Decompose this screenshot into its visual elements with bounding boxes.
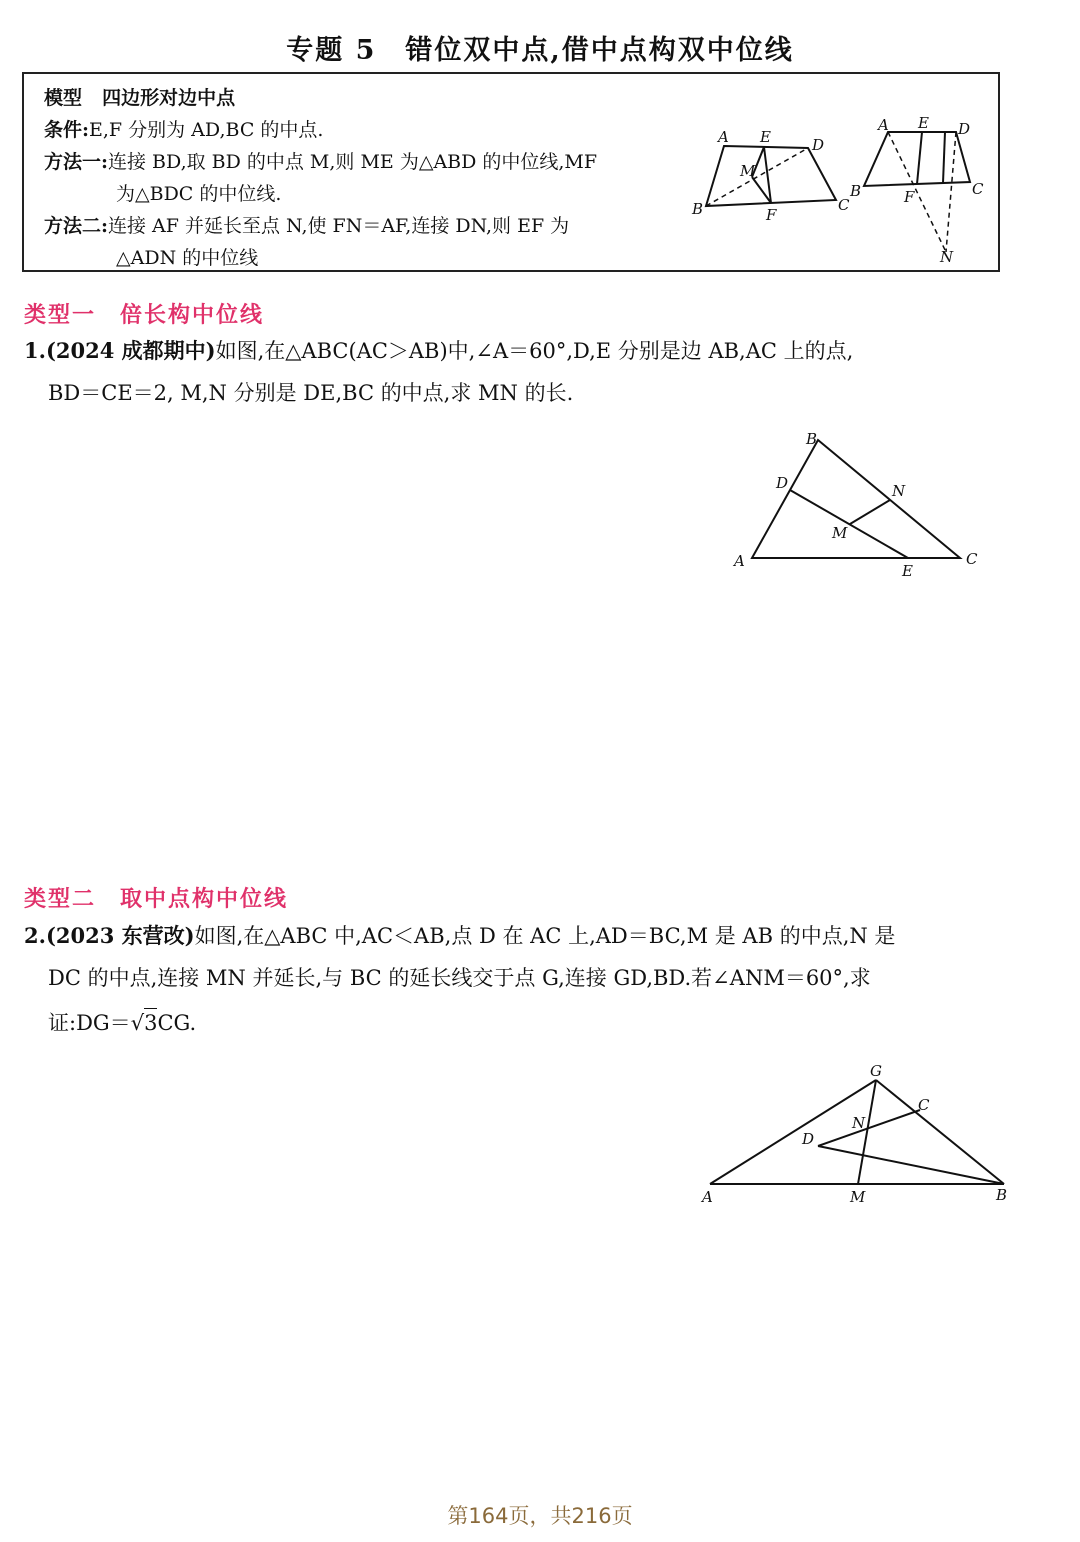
label-f-2: F [904,188,915,206]
segment-mn [850,500,890,524]
segment-dn [946,132,956,252]
model-heading [44,82,235,114]
label-b-p1: B [806,430,818,448]
problem-1-source: (2024 成都期中) [45,338,216,363]
method1-line2: 为△BDC 的中位线. [116,183,282,205]
label-c-p2: C [918,1096,930,1114]
model-heading-text: 四边形对边中点 [102,87,236,109]
segment-ef-2 [917,132,922,184]
method1-label: 方法一: [44,151,109,173]
segment-an [888,132,946,252]
problem-2-source: (2023 东营改) [45,923,195,948]
problem-1-line2: BD＝CE＝2, M,N 分别是 DE,BC 的中点,求 MN 的长. [48,381,574,405]
segment-db [818,1146,1004,1184]
label-a-2: A [878,116,889,134]
problem-2-line3 [48,1002,196,1044]
label-n-p1: N [892,482,906,500]
sqrt-sign: √ [130,1011,145,1035]
label-b-p2: B [996,1186,1008,1204]
label-a: A [718,128,729,146]
method2-line1: 连接 AF 并延长至点 N,使 FN＝AF,连接 DN,则 EF 为 [108,215,570,237]
problem-1-figure [724,428,994,588]
label-c: C [838,196,850,214]
method1 [44,146,597,178]
problem-1-number: 1. [24,338,46,363]
problem-2-line3-pre: 证:DG＝ [48,1011,131,1035]
model-box [22,72,1000,272]
section-heading-2: 类型二 取中点构中位线 [24,887,289,912]
label-c-2: C [972,180,984,198]
model-condition [44,114,323,146]
section-heading-1: 类型一 倍长构中位线 [24,303,265,328]
triangle-abc [752,440,960,558]
label-d: D [812,136,825,154]
problem-2-text1: 如图,在△ABC 中,AC＜AB,点 D 在 AC 上,AD＝BC,M 是 AB 的中点,N 是 [194,924,896,948]
label-e-2: E [918,114,929,132]
label-b-2: B [850,182,862,200]
page-title: 专题 5 错位双中点,借中点构双中位线 [286,35,794,66]
condition-label: 条件: [44,119,90,141]
problem-2-line3-post: CG. [157,1011,197,1035]
label-n-p2: N [852,1114,866,1132]
label-d-p2: D [802,1130,815,1148]
sqrt-expression [131,1002,158,1044]
label-a-p2: A [702,1188,713,1206]
problem-2-line1 [24,915,895,957]
model-figure-1 [688,124,858,234]
problem-2-line2: DC 的中点,连接 MN 并延长,与 BC 的延长线交于点 G,连接 GD,BD.若∠ANM＝60°,求 [48,966,871,990]
condition-text: E,F 分别为 AD,BC 的中点. [89,119,324,141]
segment-gm [858,1080,876,1184]
model-heading-label: 模型 [44,87,83,109]
label-n-2: N [940,248,954,264]
problem-1-line1 [24,330,853,372]
label-e-p1: E [902,562,913,580]
problem-2-figure [694,1058,1024,1208]
label-m-p2: M [850,1188,866,1206]
page-footer: 第164页，共216页 [447,1504,633,1528]
model-figure-2 [846,112,996,264]
segment-extra [943,132,945,183]
label-b: B [692,200,704,218]
method2-line2: △ADN 的中位线 [116,247,259,269]
segment-ag [710,1080,876,1184]
segment-gb [876,1080,1004,1184]
sqrt-argument: 3 [144,1011,158,1035]
method2-label: 方法二: [44,215,109,237]
label-m-p1: M [832,524,848,542]
label-c-p1: C [966,550,978,568]
method1-line1: 连接 BD,取 BD 的中点 M,则 ME 为△ABD 的中位线,MF [108,151,598,173]
label-e: E [760,128,771,146]
label-d-2: D [958,120,971,138]
problem-2-number: 2. [24,923,46,948]
label-m: M [740,162,756,180]
label-f: F [766,206,777,224]
method2 [44,210,569,242]
label-a-p1: A [734,552,745,570]
label-d-p1: D [776,474,789,492]
label-g-p2: G [870,1062,882,1080]
problem-1-text1: 如图,在△ABC(AC＞AB)中,∠A＝60°,D,E 分别是边 AB,AC 上的点, [215,339,854,363]
